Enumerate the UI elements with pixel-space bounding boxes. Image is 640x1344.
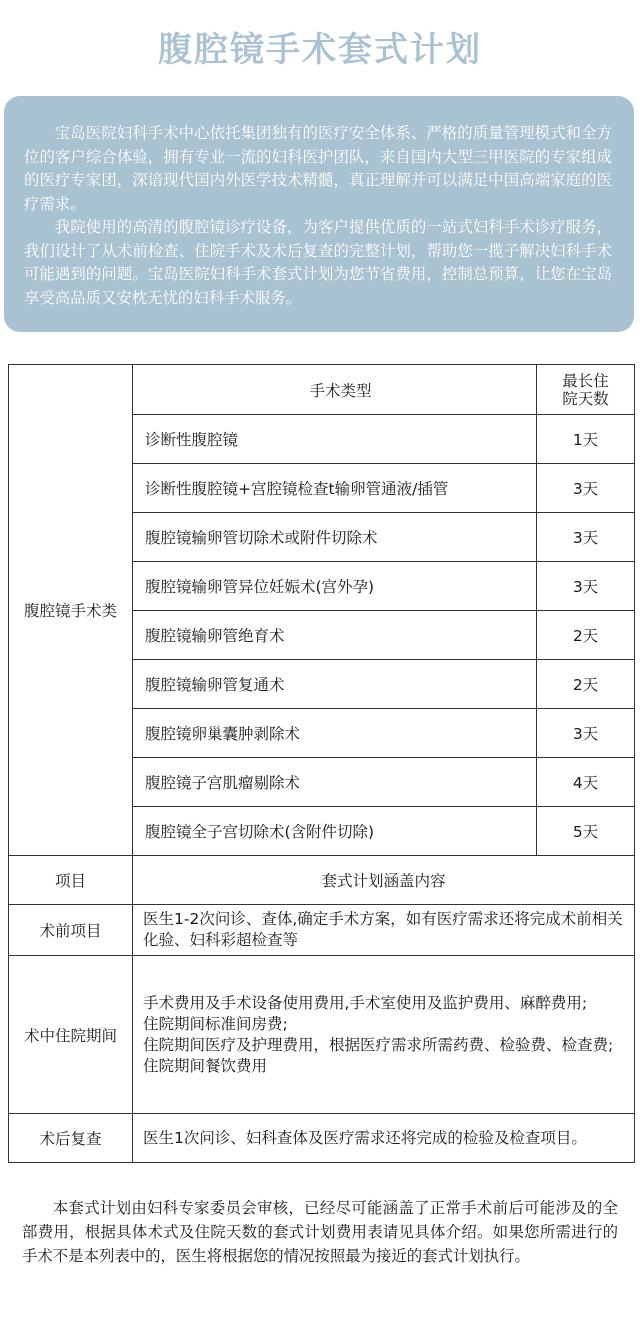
header-max-days-line1: 最长住 xyxy=(562,371,609,390)
table-header-row xyxy=(9,365,635,415)
surgery-days: 3天 xyxy=(537,513,635,562)
coverage-header-row xyxy=(9,856,635,905)
surgery-name: 腹腔镜输卵管复通术 xyxy=(133,660,537,709)
coverage-row-mid xyxy=(9,956,635,1114)
coverage-post-text: 医生1次问诊、妇科查体及医疗需求还将完成的检验及检查项目。 xyxy=(133,1114,635,1163)
header-surgery-type: 手术类型 xyxy=(133,365,537,415)
coverage-pre-label: 术前项目 xyxy=(9,905,133,956)
surgery-days: 3天 xyxy=(537,464,635,513)
surgery-name: 腹腔镜卵巢囊肿剥除术 xyxy=(133,709,537,758)
surgery-name: 诊断性腹腔镜+宫腔镜检查t输卵管通液/插管 xyxy=(133,464,537,513)
coverage-mid-line: 住院期间标准间房费; xyxy=(143,1014,288,1033)
surgery-days: 1天 xyxy=(537,415,635,464)
coverage-mid-line: 住院期间医疗及护理费用，根据医疗需求所需药费、检验费、检查费; xyxy=(143,1035,614,1054)
coverage-header-item: 项目 xyxy=(9,856,133,905)
surgery-days: 5天 xyxy=(537,807,635,856)
coverage-mid-label: 术中住院期间 xyxy=(9,956,133,1114)
page-title: 腹腔镜手术套式计划 xyxy=(158,30,482,70)
coverage-mid-line: 手术费用及手术设备使用费用,手术室使用及监护费用、麻醉费用; xyxy=(143,993,588,1012)
intro-paragraph-1: 宝岛医院妇科手术中心依托集团独有的医疗安全体系、严格的质量管理模式和全方位的客户综合体验，拥有专业一流的妇科医护团队，来自国内大型三甲医院的专家组成的医疗专家团，深谙现代国内外医学技术精髓，真正理解并可以满足中国高端家庭的医疗需求。 xyxy=(24,124,612,213)
footer-note: 本套式计划由妇科专家委员会审核，已经尽可能涵盖了正常手术前后可能涉及的全部费用，根据具体术式及住院天数的套式计划费用表请见具体介绍。如果您所需进行的手术不是本列表中的，医生将根据您的情况按照最为接近的套式计划执行。 xyxy=(22,1199,618,1265)
surgery-name: 腹腔镜全子宫切除术(含附件切除) xyxy=(133,807,537,856)
coverage-mid-text xyxy=(133,956,635,1114)
surgery-name: 腹腔镜子宫肌瘤剔除术 xyxy=(133,758,537,807)
coverage-header-content: 套式计划涵盖内容 xyxy=(133,856,635,905)
coverage-pre-text: 医生1-2次问诊、查体,确定手术方案，如有医疗需求还将完成术前相关化验、妇科彩超检查等 xyxy=(133,905,635,956)
surgery-name: 腹腔镜输卵管切除术或附件切除术 xyxy=(133,513,537,562)
surgery-days: 2天 xyxy=(537,611,635,660)
surgery-days: 4天 xyxy=(537,758,635,807)
coverage-mid-line: 住院期间餐饮费用 xyxy=(143,1056,268,1075)
coverage-row-pre xyxy=(9,905,635,956)
surgery-days: 3天 xyxy=(537,562,635,611)
header-max-days xyxy=(537,365,635,415)
surgery-plan-table xyxy=(8,364,635,1163)
category-cell: 腹腔镜手术类 xyxy=(9,365,133,856)
coverage-row-post xyxy=(9,1114,635,1163)
coverage-post-label: 术后复查 xyxy=(9,1114,133,1163)
surgery-days: 2天 xyxy=(537,660,635,709)
intro-box xyxy=(4,96,634,332)
header-max-days-line2: 院天数 xyxy=(562,389,609,408)
surgery-days: 3天 xyxy=(537,709,635,758)
surgery-name: 腹腔镜输卵管异位妊娠术(宫外孕) xyxy=(133,562,537,611)
surgery-name: 腹腔镜输卵管绝育术 xyxy=(133,611,537,660)
intro-paragraph-2: 我院使用的高清的腹腔镜诊疗设备，为客户提供优质的一站式妇科手术诊疗服务，我们设计了从术前检查、住院手术及术后复查的完整计划，帮助您一揽子解决妇科手术可能遇到的问题。宝岛医院妇科手术套式计划为您节省费用，控制总预算，让您在宝岛享受高品质又安枕无忧的妇科手术服务。 xyxy=(24,218,612,307)
surgery-name: 诊断性腹腔镜 xyxy=(133,415,537,464)
